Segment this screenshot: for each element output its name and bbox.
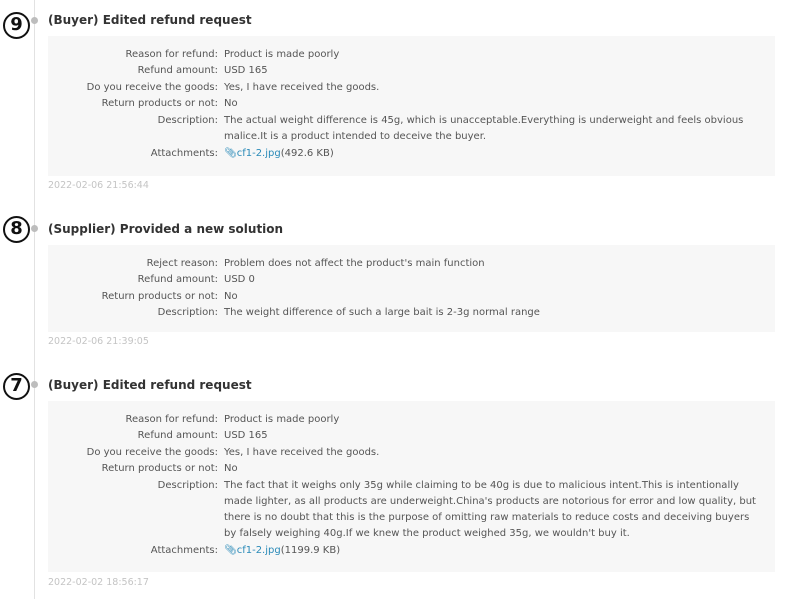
paperclip-icon: 📎︎ [224,148,237,159]
event-timestamp: 2022-02-06 21:39:05 [48,336,149,347]
detail-value: Product is made poorly [224,414,340,425]
event-details-panel [48,245,775,332]
detail-label: Return products or not: [101,463,218,474]
detail-label: Attachments: [150,545,218,556]
detail-label: Do you receive the goods: [86,447,218,458]
event-timestamp: 2022-02-06 21:56:44 [48,180,149,191]
attachment-link[interactable]: cf1-2.jpg [236,148,281,159]
event-title: (Supplier) Provided a new solution [48,222,284,236]
detail-label: Return products or not: [101,291,218,302]
event-details-panel [48,401,775,572]
attachment-link[interactable]: cf1-2.jpg [236,545,281,556]
step-number-badge: 7 [3,373,30,400]
detail-label: Reject reason: [146,258,218,269]
detail-label: Description: [157,307,218,318]
detail-value: Product is made poorly [224,49,340,60]
detail-value: The weight difference of such a large bait is 2-3g normal range [224,307,540,318]
detail-label: Refund amount: [137,430,218,441]
detail-label: Description: [157,480,218,491]
detail-label: Description: [157,115,218,126]
detail-label: Reason for refund: [125,49,218,60]
detail-label: Attachments: [150,148,218,159]
timeline-line [34,0,35,599]
detail-value: No [224,98,238,109]
detail-value: Yes, I have received the goods. [224,82,380,93]
detail-value: USD 165 [224,430,268,441]
detail-value: The actual weight difference is 45g, which is unacceptable.Everything is underweight and feels obvious malice.It is a product intended to deceive the buyer. [224,115,744,142]
attachment-value [224,146,764,162]
timeline-dot [31,225,38,232]
detail-label: Return products or not: [101,98,218,109]
detail-value: Problem does not affect the product's main function [224,258,485,269]
attachment-size: (1199.9 KB) [280,545,341,556]
detail-label: Reason for refund: [125,414,218,425]
event-title: (Buyer) Edited refund request [48,378,252,392]
detail-value: No [224,291,238,302]
detail-label: Do you receive the goods: [86,82,218,93]
attachment-value [224,543,764,559]
detail-label: Refund amount: [137,274,218,285]
detail-label: Refund amount: [137,65,218,76]
detail-value: Yes, I have received the goods. [224,447,380,458]
event-timestamp: 2022-02-02 18:56:17 [48,577,149,588]
paperclip-icon: 📎︎ [224,545,237,556]
step-number-badge: 8 [3,216,30,243]
attachment-size: (492.6 KB) [280,148,334,159]
detail-value: No [224,463,238,474]
event-details-panel [48,36,775,176]
detail-value: USD 0 [224,274,255,285]
timeline-dot [31,17,38,24]
step-number-badge: 9 [3,12,30,39]
detail-value: USD 165 [224,65,268,76]
event-title: (Buyer) Edited refund request [48,13,252,27]
detail-value: The fact that it weighs only 35g while claiming to be 40g is due to malicious intent.This is intentionally made lighter, as all products are underweight.China's products are notorious for error and low quality, but there is no doubt that this is the purpose of omitting raw materials to reduce costs and deceiving buyers by falsely weighing 40g.If we knew the product weighed 35g, we wouldn't buy it. [224,480,756,539]
timeline-dot [31,381,38,388]
